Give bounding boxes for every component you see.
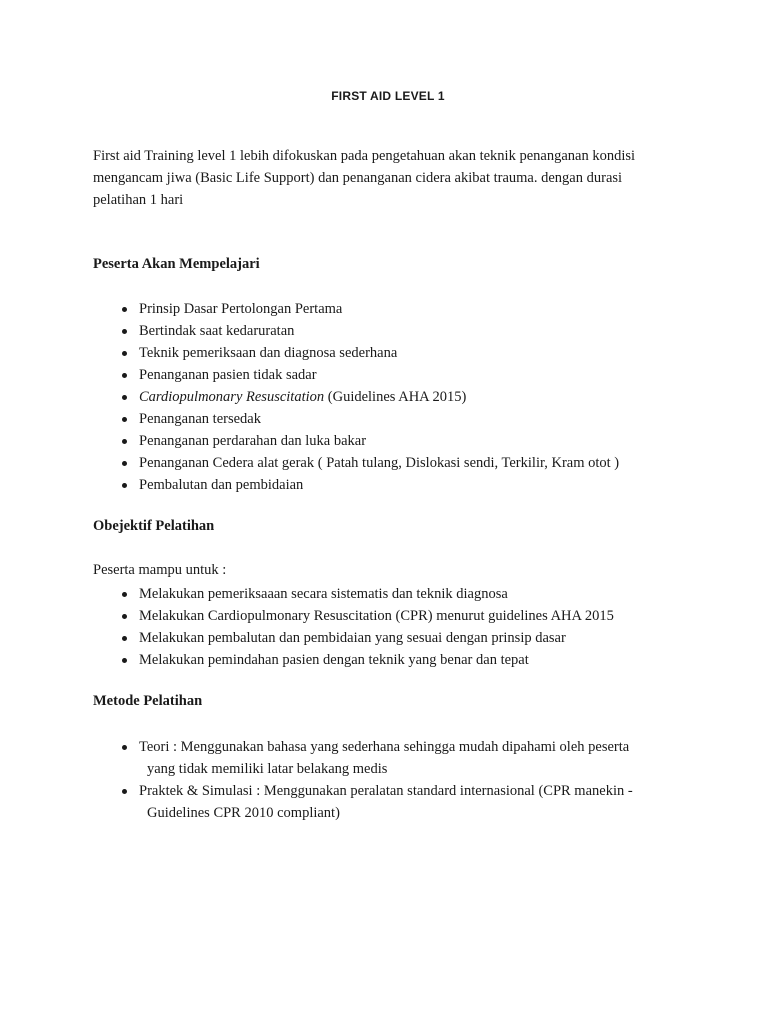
learn-list (93, 298, 683, 496)
list-item-cpr (93, 386, 683, 408)
bullet-icon (122, 439, 127, 444)
list-item: Penanganan perdarahan dan luka bakar (93, 430, 683, 452)
list-item: Bertindak saat kedaruratan (93, 320, 683, 342)
bullet-icon (122, 789, 127, 794)
objective-list (93, 583, 683, 671)
cpr-guidelines-text: (Guidelines AHA 2015) (324, 389, 467, 405)
bullet-icon (122, 417, 127, 422)
document-title: FIRST AID LEVEL 1 (331, 89, 445, 103)
intro-paragraph (93, 145, 683, 211)
intro-line-1: First aid Training level 1 lebih difokuskan pada pengetahuan akan teknik penanganan kondisi (93, 148, 636, 164)
list-item: Melakukan pemeriksaaan secara sistematis dan teknik diagnosa (93, 583, 683, 605)
list-item: Pembalutan dan pembidaian (93, 474, 683, 496)
list-item: Penanganan tersedak (93, 408, 683, 430)
list-item: Melakukan pembalutan dan pembidaian yang sesuai dengan prinsip dasar (93, 627, 683, 649)
cpr-italic-text: Cardiopulmonary Resuscitation (139, 389, 325, 405)
bullet-icon (122, 395, 127, 400)
list-item: Teori : Menggunakan bahasa yang sederhana sehingga mudah dipahami oleh peserta yang tidak memiliki latar belakang medis (93, 736, 683, 780)
bullet-icon (122, 745, 127, 750)
bullet-icon (122, 373, 127, 378)
bullet-icon (122, 329, 127, 334)
list-item: Prinsip Dasar Pertolongan Pertama (93, 298, 683, 320)
bullet-icon (122, 461, 127, 466)
list-item: Penanganan Cedera alat gerak ( Patah tulang, Dislokasi sendi, Terkilir, Kram otot ) (93, 452, 683, 474)
section-heading-objective: Obejektif Pelatihan (93, 518, 215, 534)
bullet-icon (122, 658, 127, 663)
section-heading-method: Metode Pelatihan (93, 693, 203, 709)
bullet-icon (122, 636, 127, 641)
objective-lead: Peserta mampu untuk : (93, 562, 227, 578)
list-item: Melakukan Cardiopulmonary Resuscitation (CPR) menurut guidelines AHA 2015 (93, 605, 683, 627)
bullet-icon (122, 614, 127, 619)
method-list (93, 736, 683, 824)
list-item: Melakukan pemindahan pasien dengan teknik yang benar dan tepat (93, 649, 683, 671)
intro-line-2: mengancam jiwa (Basic Life Support) dan penanganan cidera akibat trauma. dengan durasi (93, 170, 623, 186)
section-heading-learn: Peserta Akan Mempelajari (93, 256, 260, 272)
intro-line-3: pelatihan 1 hari (93, 192, 184, 208)
bullet-icon (122, 307, 127, 312)
list-item: Praktek & Simulasi : Menggunakan peralatan standard internasional (CPR manekin - Guidelines CPR 2010 compliant) (93, 780, 683, 824)
bullet-icon (122, 351, 127, 356)
bullet-icon (122, 592, 127, 597)
list-item: Teknik pemeriksaan dan diagnosa sederhana (93, 342, 683, 364)
list-item: Penanganan pasien tidak sadar (93, 364, 683, 386)
bullet-icon (122, 483, 127, 488)
